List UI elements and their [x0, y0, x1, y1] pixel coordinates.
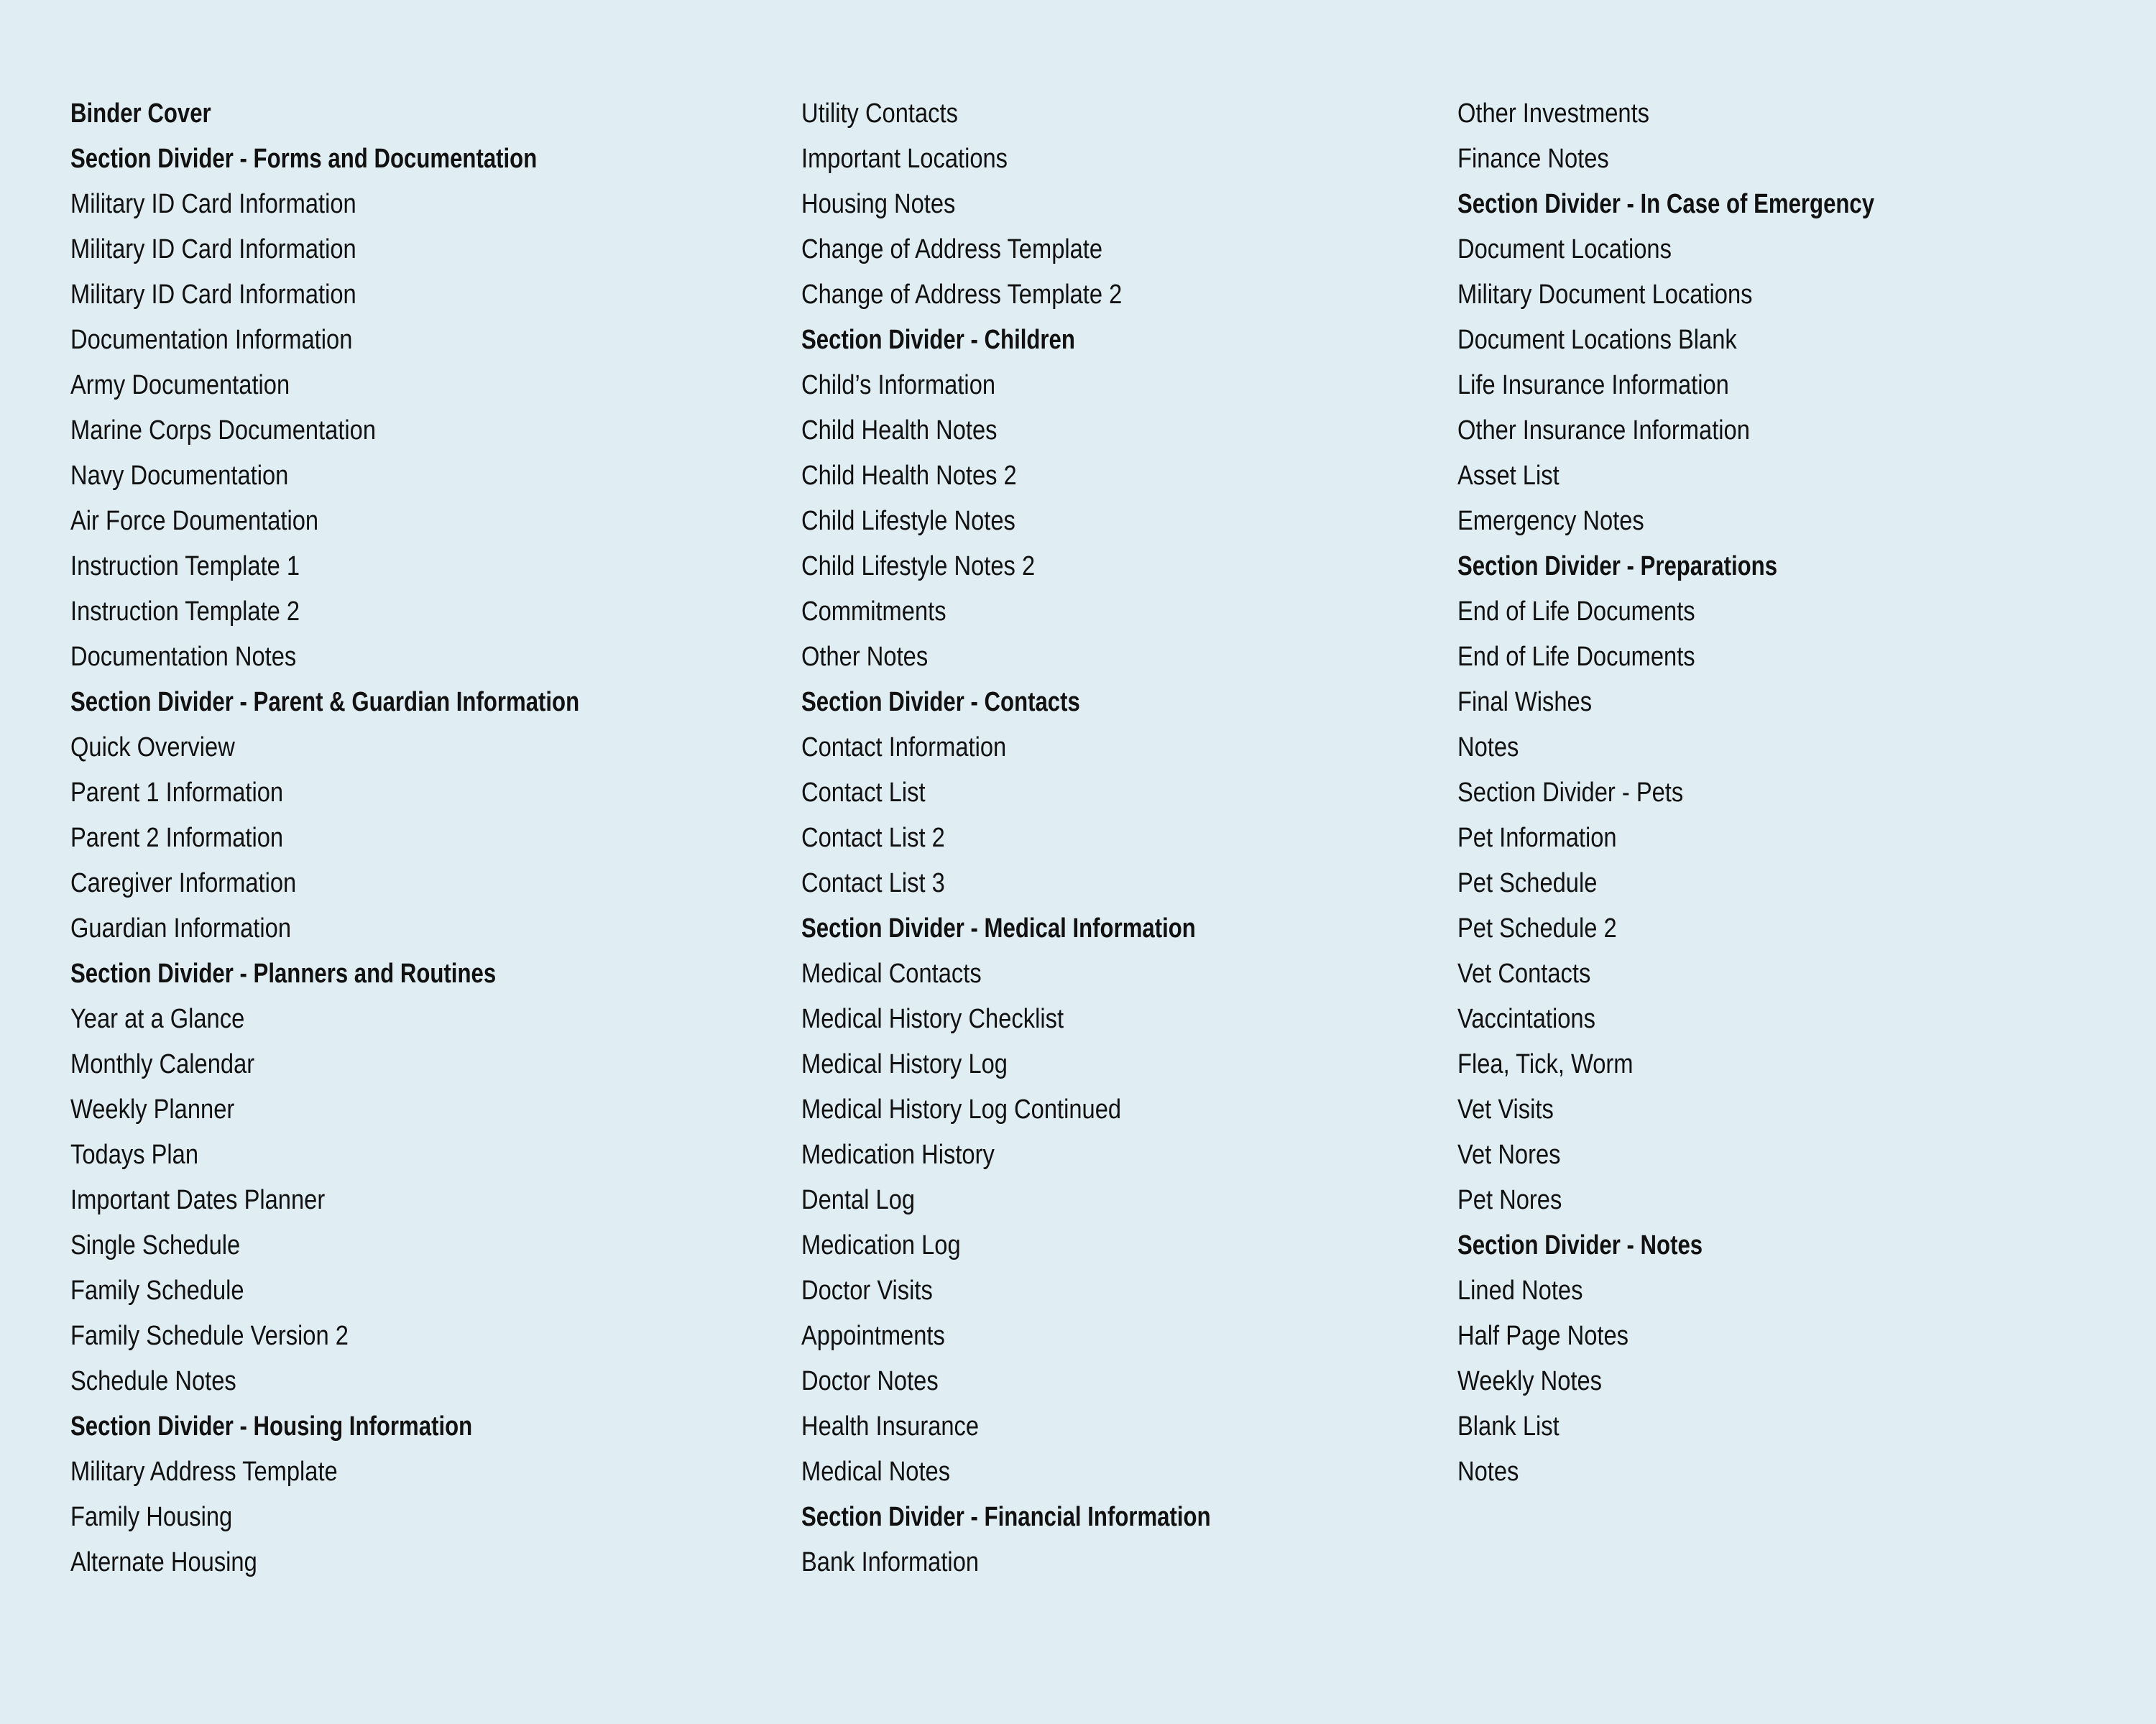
contents-item: Instruction Template 1 — [70, 551, 300, 581]
section-heading: Binder Cover — [70, 98, 211, 129]
contents-item: Marine Corps Documentation — [70, 415, 377, 446]
section-heading: Section Divider - Medical Information — [801, 913, 1196, 944]
contents-item: Weekly Notes — [1457, 1366, 1602, 1396]
contents-item: Medical Notes — [801, 1457, 951, 1487]
contents-item: Child Health Notes — [801, 415, 998, 446]
contents-item: Military ID Card Information — [70, 234, 356, 264]
contents-item: Medication History — [801, 1140, 995, 1170]
contents-item: Family Schedule Version 2 — [70, 1321, 349, 1351]
section-heading: Section Divider - Housing Information — [70, 1411, 473, 1442]
section-heading: Section Divider - Planners and Routines — [70, 959, 497, 989]
contents-item: Blank List — [1457, 1411, 1560, 1442]
section-heading: Section Divider - Children — [801, 325, 1075, 355]
contents-item: Change of Address Template 2 — [801, 280, 1123, 310]
contents-item: Contact List 3 — [801, 868, 945, 898]
contents-item: Medical History Log — [801, 1049, 1008, 1079]
contents-item: Military ID Card Information — [70, 280, 356, 310]
contents-item: Vet Contacts — [1457, 959, 1591, 989]
contents-item: Medical History Log Continued — [801, 1094, 1122, 1125]
contents-item: Instruction Template 2 — [70, 596, 300, 627]
contents-item: Child Health Notes 2 — [801, 461, 1017, 491]
contents-item: Health Insurance — [801, 1411, 980, 1442]
contents-item: Flea, Tick, Worm — [1457, 1049, 1634, 1079]
contents-item: Schedule Notes — [70, 1366, 236, 1396]
contents-item: Caregiver Information — [70, 868, 297, 898]
contents-item: Contact List 2 — [801, 823, 945, 853]
contents-item: Parent 2 Information — [70, 823, 284, 853]
contents-item: Other Investments — [1457, 98, 1650, 129]
contents-item: End of Life Documents — [1457, 596, 1695, 627]
contents-item: Medical Contacts — [801, 959, 982, 989]
section-heading: Section Divider - Contacts — [801, 687, 1080, 717]
contents-item: Army Documentation — [70, 370, 290, 400]
contents-item: Parent 1 Information — [70, 778, 284, 808]
section-heading: Section Divider - Preparations — [1457, 551, 1778, 581]
contents-item: Change of Address Template — [801, 234, 1103, 264]
contents-column-2 — [801, 94, 1301, 1588]
contents-item: Vaccintations — [1457, 1004, 1595, 1034]
contents-item: Military ID Card Information — [70, 189, 356, 219]
contents-item: Child’s Information — [801, 370, 996, 400]
contents-item: Guardian Information — [70, 913, 292, 944]
contents-item: Appointments — [801, 1321, 945, 1351]
contents-item: Alternate Housing — [70, 1547, 257, 1577]
contents-item: Document Locations Blank — [1457, 325, 1737, 355]
contents-item: Other Insurance Information — [1457, 415, 1750, 446]
contents-item: Pet Schedule 2 — [1457, 913, 1617, 944]
contents-item: Medical History Checklist — [801, 1004, 1064, 1034]
contents-item: Utility Contacts — [801, 98, 958, 129]
contents-item: Quick Overview — [70, 732, 235, 762]
contents-item: Bank Information — [801, 1547, 980, 1577]
contents-item: Final Wishes — [1457, 687, 1593, 717]
section-heading: Section Divider - Financial Information — [801, 1502, 1211, 1532]
contents-item: Document Locations — [1457, 234, 1672, 264]
contents-item: Vet Nores — [1457, 1140, 1561, 1170]
contents-item: Notes — [1457, 1457, 1519, 1487]
contents-item: Year at a Glance — [70, 1004, 245, 1034]
contents-item: Pet Information — [1457, 823, 1617, 853]
contents-item: Asset List — [1457, 461, 1560, 491]
contents-item: Other Notes — [801, 642, 929, 672]
section-heading: Section Divider - In Case of Emergency — [1457, 189, 1875, 219]
contents-item: Military Address Template — [70, 1457, 338, 1487]
contents-item: Contact List — [801, 778, 926, 808]
contents-item: Single Schedule — [70, 1230, 241, 1260]
contents-item: Contact Information — [801, 732, 1007, 762]
section-heading: Section Divider - Parent & Guardian Information — [70, 687, 580, 717]
contents-item: Documentation Information — [70, 325, 353, 355]
contents-item: Housing Notes — [801, 189, 956, 219]
contents-item: Todays Plan — [70, 1140, 199, 1170]
contents-item: Medication Log — [801, 1230, 961, 1260]
contents-item: Section Divider - Pets — [1457, 778, 1684, 808]
contents-item: Life Insurance Information — [1457, 370, 1729, 400]
contents-item: Family Schedule — [70, 1276, 244, 1306]
contents-item: Military Document Locations — [1457, 280, 1753, 310]
contents-item: Important Dates Planner — [70, 1185, 326, 1215]
contents-item: Lined Notes — [1457, 1276, 1583, 1306]
section-heading: Section Divider - Forms and Documentation — [70, 144, 538, 174]
contents-column-3 — [1457, 94, 1966, 1498]
contents-item: Weekly Planner — [70, 1094, 235, 1125]
contents-item: Finance Notes — [1457, 144, 1609, 174]
contents-item: Navy Documentation — [70, 461, 289, 491]
contents-item: Notes — [1457, 732, 1519, 762]
contents-item: Child Lifestyle Notes 2 — [801, 551, 1036, 581]
contents-item: Doctor Notes — [801, 1366, 939, 1396]
contents-item: Air Force Doumentation — [70, 506, 319, 536]
contents-item: Doctor Visits — [801, 1276, 933, 1306]
contents-item: Important Locations — [801, 144, 1008, 174]
contents-item: Documentation Notes — [70, 642, 297, 672]
contents-item: Monthly Calendar — [70, 1049, 255, 1079]
contents-item: Emergency Notes — [1457, 506, 1644, 536]
contents-item: Dental Log — [801, 1185, 916, 1215]
contents-item: Child Lifestyle Notes — [801, 506, 1015, 536]
contents-item: Family Housing — [70, 1502, 233, 1532]
contents-item: Vet Visits — [1457, 1094, 1554, 1125]
contents-item: Commitments — [801, 596, 946, 627]
contents-item: Half Page Notes — [1457, 1321, 1628, 1351]
contents-column-1 — [70, 94, 691, 1588]
contents-item: Pet Nores — [1457, 1185, 1562, 1215]
section-heading: Section Divider - Notes — [1457, 1230, 1703, 1260]
contents-item: Pet Schedule — [1457, 868, 1598, 898]
contents-item: End of Life Documents — [1457, 642, 1695, 672]
